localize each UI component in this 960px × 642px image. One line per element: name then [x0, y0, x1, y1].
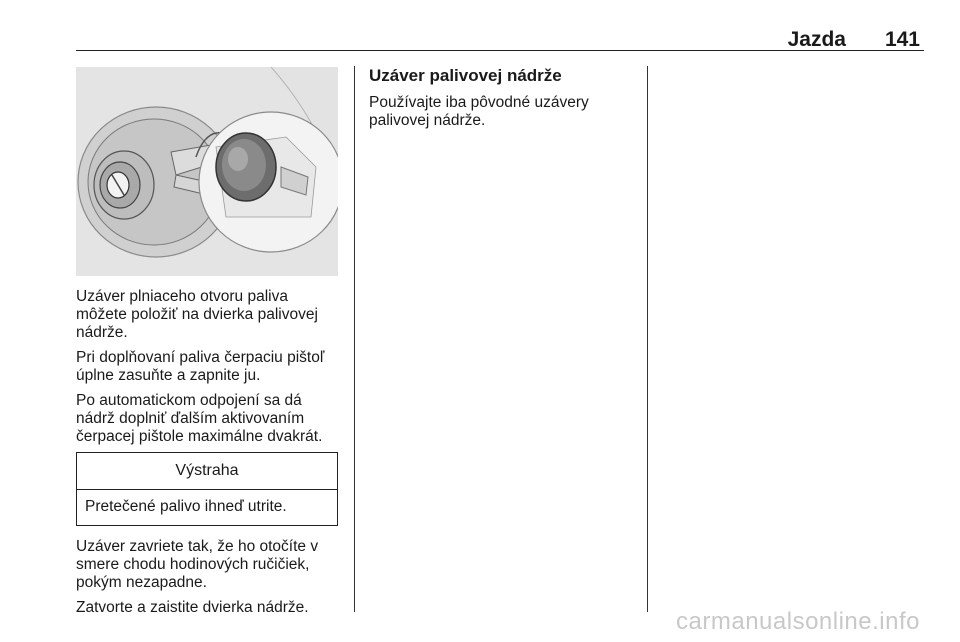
- paragraph: Zatvorte a zaistite dvierka nádrže.: [76, 599, 309, 616]
- middle-column: [369, 66, 639, 130]
- column-divider: [354, 66, 355, 612]
- column-divider: [647, 66, 648, 612]
- fuel-cap-illustration: [76, 67, 338, 276]
- paragraph: Pri doplňovaní paliva čerpaciu pištoľ úplne zasuňte a zapnite ju.: [76, 349, 325, 384]
- warning-title: Výstraha: [77, 453, 337, 490]
- paragraph: Uzáver plniaceho otvoru paliva môžete položiť na dvierka palivovej nádrže.: [76, 288, 318, 341]
- warning-box: [76, 452, 338, 526]
- fuel-filler-door-drawing: [76, 67, 338, 276]
- left-column-text: [76, 288, 342, 453]
- page-number: 141: [884, 28, 920, 51]
- warning-text: Pretečené palivo ihneď utrite.: [85, 498, 287, 515]
- paragraph: Uzáver zavriete tak, že ho otočíte v smere chodu hodinových ručičiek, pokým nezapadne.: [76, 538, 319, 591]
- left-column-text-after-warning: [76, 538, 342, 624]
- paragraph: Používajte iba pôvodné uzávery palivovej nádrže.: [369, 94, 589, 129]
- section-title: Jazda: [787, 28, 846, 51]
- page-header: [76, 22, 924, 51]
- section-heading: Uzáver palivovej nádrže: [369, 66, 562, 85]
- watermark: carmanualsonline.info: [676, 608, 920, 635]
- paragraph: Po automatickom odpojení sa dá nádrž doplniť ďalším aktivovaním čerpacej pištole maximálne dvakrát.: [76, 392, 323, 445]
